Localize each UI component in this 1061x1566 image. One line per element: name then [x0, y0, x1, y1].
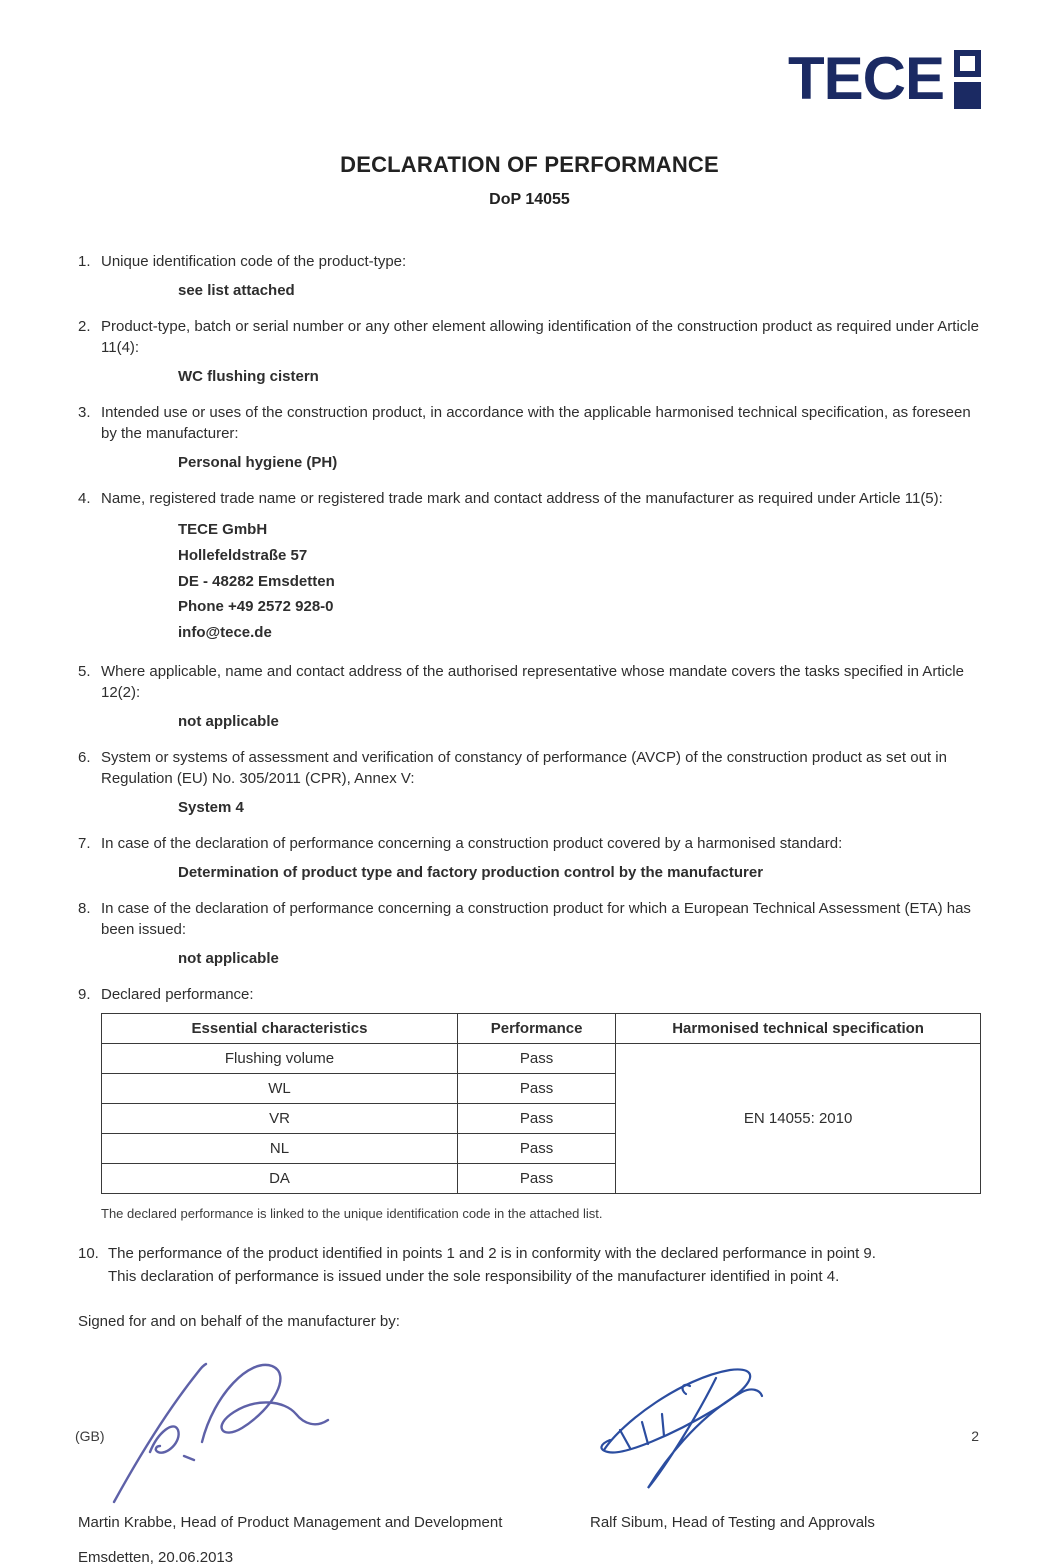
- list-item-4: [78, 488, 981, 646]
- item-answer: Determination of product type and factory production control by the manufacturer: [178, 863, 764, 881]
- item-number: 4.: [78, 490, 91, 507]
- item-number: 3.: [78, 404, 91, 421]
- item-number: 2.: [78, 318, 91, 335]
- tece-logo: [788, 46, 981, 112]
- manufacturer-name: TECE GmbH: [178, 521, 268, 538]
- item-number: 6.: [78, 748, 91, 766]
- list-item-6: [78, 747, 981, 818]
- col-header-essential-characteristics: Essential characteristics: [102, 1013, 458, 1043]
- characteristic-cell: Flushing volume: [102, 1043, 458, 1073]
- numbered-list: [78, 251, 981, 1332]
- declared-performance-table: [101, 1013, 981, 1194]
- characteristic-cell: WL: [102, 1073, 458, 1103]
- spec-cell: EN 14055: 2010: [616, 1043, 981, 1193]
- item-text: Intended use or uses of the construction product, in accordance with the applicable harmonised technical specification, as foreseen by the manufacturer:: [101, 404, 971, 442]
- item-answer: Personal hygiene (PH): [178, 454, 338, 471]
- item-text: Where applicable, name and contact address of the authorised representative whose mandate covers the tasks specified in Article 12(2):: [101, 662, 964, 701]
- signed-for-line: Signed for and on behalf of the manufacturer by:: [78, 1313, 400, 1331]
- performance-cell: Pass: [457, 1133, 615, 1163]
- item-text: Unique identification code of the product-type:: [101, 253, 407, 270]
- manufacturer-phone: Phone +49 2572 928-0: [178, 598, 334, 616]
- item-answer: System 4: [178, 798, 244, 816]
- list-item-8: [78, 898, 981, 969]
- manufacturer-address: [178, 517, 981, 646]
- page-title: DECLARATION OF PERFORMANCE: [340, 152, 719, 177]
- item-text-line2: This declaration of performance is issued under the sole responsibility of the manufacturer identified in point 4.: [108, 1268, 840, 1286]
- table-header-row: [102, 1013, 981, 1043]
- item-text: Product-type, batch or serial number or any other element allowing identification of the construction product as required under Article 11(4):: [101, 318, 979, 356]
- col-header-performance: Performance: [457, 1013, 615, 1043]
- item-answer: not applicable: [178, 712, 279, 730]
- col-header-harmonised-spec: Harmonised technical specification: [616, 1013, 981, 1043]
- item-number: 8.: [78, 899, 91, 917]
- item-answer: WC flushing cistern: [178, 368, 319, 385]
- page-subtitle: DoP 14055: [489, 191, 570, 208]
- list-item-1: [78, 251, 981, 301]
- performance-cell: Pass: [457, 1043, 615, 1073]
- performance-cell: Pass: [457, 1073, 615, 1103]
- item-text: In case of the declaration of performance concerning a construction product covered by a harmonised standard:: [101, 834, 843, 852]
- tece-logo-squares-icon: [954, 50, 981, 109]
- list-item-2: [78, 316, 981, 387]
- list-item-9: [78, 984, 981, 1005]
- manufacturer-street: Hollefeldstraße 57: [178, 546, 308, 564]
- item-number: 10.: [78, 1245, 99, 1263]
- list-item-7: [78, 833, 981, 883]
- characteristic-cell: VR: [102, 1103, 458, 1133]
- characteristic-cell: NL: [102, 1133, 458, 1163]
- item-text: Declared performance:: [101, 985, 254, 1003]
- manufacturer-city: DE - 48282 Emsdetten: [178, 572, 335, 590]
- ralf-sibum-signature-icon: [590, 1350, 790, 1500]
- tece-logo-text: TECE: [787, 45, 944, 112]
- language-code: (GB): [75, 1428, 105, 1444]
- table-row: [102, 1043, 981, 1073]
- logo-solid-square-icon: [954, 82, 981, 109]
- item-text-line1: The performance of the product identified in points 1 and 2 is in conformity with the declared performance in point 9.: [108, 1245, 876, 1263]
- list-item-10: [78, 1243, 981, 1289]
- item-text: Name, registered trade name or registered trade mark and contact address of the manufacturer as required under Article 11(5):: [101, 490, 943, 507]
- item-number: 1.: [78, 253, 91, 270]
- signatory-name-left: Martin Krabbe, Head of Product Management and Development: [78, 1514, 503, 1532]
- page-number: 2: [971, 1428, 979, 1444]
- header: [78, 0, 981, 112]
- manufacturer-email: info@tece.de: [178, 624, 272, 642]
- page-footer: [75, 1428, 979, 1444]
- characteristic-cell: DA: [102, 1163, 458, 1193]
- signatory-name-right: Ralf Sibum, Head of Testing and Approvals: [590, 1514, 875, 1532]
- logo-hollow-square-icon: [954, 50, 981, 77]
- performance-cell: Pass: [457, 1103, 615, 1133]
- item-number: 9.: [78, 985, 91, 1003]
- list-item-3: [78, 402, 981, 473]
- performance-cell: Pass: [457, 1163, 615, 1193]
- item-number: 5.: [78, 662, 91, 680]
- item-number: 7.: [78, 834, 91, 852]
- item-answer: see list attached: [178, 282, 295, 299]
- item-text: System or systems of assessment and verification of constancy of performance (AVCP) of the construction product as set out in Regulation (EU) No. 305/2011 (CPR), Annex V:: [101, 748, 947, 787]
- item-answer: not applicable: [178, 949, 279, 967]
- place-date-line: Emsdetten, 20.06.2013: [78, 1549, 234, 1566]
- item-text: In case of the declaration of performance concerning a construction product for which a European Technical Assessment (ETA) has been issued:: [101, 899, 971, 938]
- signatory-names: [78, 1514, 981, 1531]
- table-note: The declared performance is linked to the unique identification code in the attached list.: [101, 1205, 603, 1221]
- list-item-5: [78, 661, 981, 732]
